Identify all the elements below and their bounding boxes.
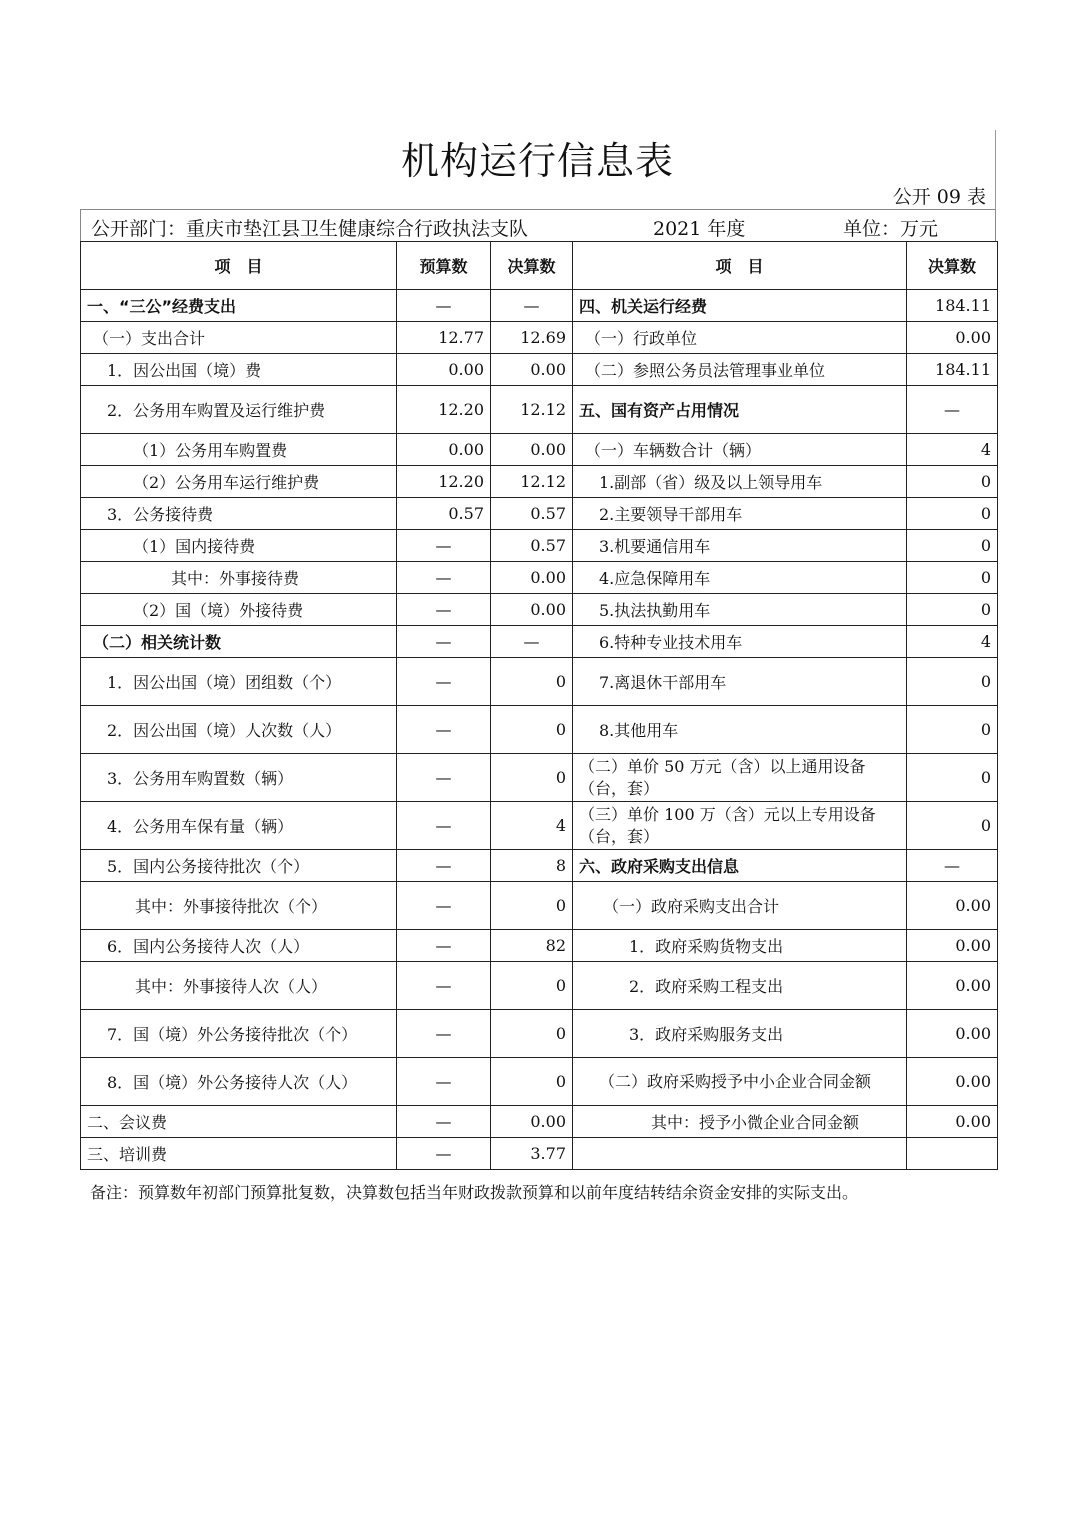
- final-right-cell: 0.00: [907, 1010, 998, 1058]
- item-right-cell: （二）政府采购授予中小企业合同金额: [573, 1058, 907, 1106]
- final-right-cell: 184.11: [907, 290, 998, 322]
- operation-info-table: [80, 241, 998, 1170]
- fiscal-year-label: 2021 年度: [653, 218, 746, 240]
- item-right-cell: 1．政府采购货物支出: [573, 930, 907, 962]
- final-right-cell: 0.00: [907, 1058, 998, 1106]
- budget-cell: —: [397, 530, 491, 562]
- item-right-cell: （二）参照公务员法管理事业单位: [573, 354, 907, 386]
- final-left-cell: 8: [491, 850, 573, 882]
- final-right-cell: —: [907, 386, 998, 434]
- table-row: [81, 626, 998, 658]
- table-header-row: [81, 242, 998, 290]
- col-header-item-right: 项 目: [573, 242, 907, 290]
- item-left-cell: 其中：外事接待费: [81, 562, 397, 594]
- footnote: 备注：预算数年初部门预算批复数，决算数包括当年财政拨款预算和以前年度结转结余资金安排的实际支出。: [90, 1183, 859, 1202]
- item-left-cell: 其中：外事接待人次（人）: [81, 962, 397, 1010]
- table-row: [81, 562, 998, 594]
- final-left-cell: 12.12: [491, 386, 573, 434]
- final-right-cell: 0.00: [907, 882, 998, 930]
- item-right-cell: （二）单价 50 万元（含）以上通用设备（台，套）: [573, 754, 907, 802]
- item-left-cell: （2）公务用车运行维护费: [81, 466, 397, 498]
- budget-cell: —: [397, 290, 491, 322]
- budget-cell: 12.20: [397, 386, 491, 434]
- final-left-cell: 0.00: [491, 594, 573, 626]
- budget-cell: —: [397, 562, 491, 594]
- budget-cell: —: [397, 626, 491, 658]
- table-row: [81, 354, 998, 386]
- item-right-cell: [573, 1138, 907, 1170]
- final-left-cell: 0: [491, 962, 573, 1010]
- item-left-cell: 7．国（境）外公务接待批次（个）: [81, 1010, 397, 1058]
- item-left-cell: 2．公务用车购置及运行维护费: [81, 386, 397, 434]
- final-left-cell: 12.69: [491, 322, 573, 354]
- final-left-cell: 0.57: [491, 498, 573, 530]
- final-left-cell: 0.00: [491, 1106, 573, 1138]
- table-row: [81, 1138, 998, 1170]
- budget-cell: —: [397, 850, 491, 882]
- final-left-cell: 0.00: [491, 354, 573, 386]
- item-left-cell: （2）国（境）外接待费: [81, 594, 397, 626]
- budget-cell: 12.77: [397, 322, 491, 354]
- table-row: [81, 658, 998, 706]
- department-label: 公开部门：重庆市垫江县卫生健康综合行政执法支队: [91, 218, 529, 240]
- col-header-budget: 预算数: [397, 242, 491, 290]
- final-right-cell: 0: [907, 466, 998, 498]
- table-row: [81, 754, 998, 802]
- item-right-cell: 7.离退休干部用车: [573, 658, 907, 706]
- final-left-cell: 0.00: [491, 562, 573, 594]
- final-left-cell: 4: [491, 802, 573, 850]
- budget-cell: —: [397, 962, 491, 1010]
- col-header-final-left: 决算数: [491, 242, 573, 290]
- budget-cell: —: [397, 930, 491, 962]
- final-right-cell: 0: [907, 658, 998, 706]
- final-left-cell: 12.12: [491, 466, 573, 498]
- table-row: [81, 530, 998, 562]
- col-header-item-left: 项 目: [81, 242, 397, 290]
- page-title: 机构运行信息表: [400, 139, 674, 183]
- item-left-cell: 2．因公出国（境）人次数（人）: [81, 706, 397, 754]
- table-row: [81, 962, 998, 1010]
- item-right-cell: 3.机要通信用车: [573, 530, 907, 562]
- item-right-cell: （一）行政单位: [573, 322, 907, 354]
- final-right-cell: 0: [907, 498, 998, 530]
- table-row: [81, 290, 998, 322]
- final-left-cell: —: [491, 290, 573, 322]
- table-row: [81, 466, 998, 498]
- table-row: [81, 882, 998, 930]
- final-left-cell: 0: [491, 706, 573, 754]
- table-row: [81, 434, 998, 466]
- table-row: [81, 802, 998, 850]
- item-left-cell: （二）相关统计数: [81, 626, 397, 658]
- item-left-cell: 3．公务用车购置数（辆）: [81, 754, 397, 802]
- item-left-cell: 其中：外事接待批次（个）: [81, 882, 397, 930]
- final-right-cell: 0.00: [907, 930, 998, 962]
- budget-cell: —: [397, 706, 491, 754]
- item-left-cell: 5．国内公务接待批次（个）: [81, 850, 397, 882]
- item-left-cell: 三、培训费: [81, 1138, 397, 1170]
- item-right-cell: （三）单价 100 万（含）元以上专用设备（台，套）: [573, 802, 907, 850]
- item-right-cell: 四、机关运行经费: [573, 290, 907, 322]
- budget-cell: 12.20: [397, 466, 491, 498]
- final-right-cell: 0: [907, 754, 998, 802]
- item-left-cell: 1．因公出国（境）团组数（个）: [81, 658, 397, 706]
- unit-label: 单位：万元: [843, 218, 939, 240]
- final-right-cell: 4: [907, 434, 998, 466]
- item-left-cell: （1）国内接待费: [81, 530, 397, 562]
- item-left-cell: 4．公务用车保有量（辆）: [81, 802, 397, 850]
- item-left-cell: 一、“三公”经费支出: [81, 290, 397, 322]
- final-right-cell: 0: [907, 530, 998, 562]
- budget-cell: —: [397, 1106, 491, 1138]
- final-right-cell: 0: [907, 706, 998, 754]
- budget-cell: —: [397, 1058, 491, 1106]
- item-left-cell: 6．国内公务接待人次（人）: [81, 930, 397, 962]
- table-row: [81, 1058, 998, 1106]
- final-right-cell: 0.00: [907, 962, 998, 1010]
- table-row: [81, 850, 998, 882]
- item-right-cell: 4.应急保障用车: [573, 562, 907, 594]
- final-left-cell: 3.77: [491, 1138, 573, 1170]
- final-left-cell: 0.00: [491, 434, 573, 466]
- budget-cell: —: [397, 1138, 491, 1170]
- item-right-cell: 8.其他用车: [573, 706, 907, 754]
- budget-cell: —: [397, 1010, 491, 1058]
- table-row: [81, 498, 998, 530]
- table-row: [81, 1010, 998, 1058]
- final-right-cell: [907, 1138, 998, 1170]
- final-right-cell: —: [907, 850, 998, 882]
- budget-cell: —: [397, 802, 491, 850]
- final-left-cell: 82: [491, 930, 573, 962]
- table-header-info: [80, 209, 996, 241]
- final-left-cell: 0: [491, 1058, 573, 1106]
- final-left-cell: 0: [491, 754, 573, 802]
- table-row: [81, 322, 998, 354]
- budget-cell: 0.00: [397, 354, 491, 386]
- table-row: [81, 930, 998, 962]
- table-row: [81, 1106, 998, 1138]
- final-left-cell: —: [491, 626, 573, 658]
- budget-cell: —: [397, 882, 491, 930]
- table-row: [81, 706, 998, 754]
- form-number: 公开 09 表: [892, 186, 986, 208]
- item-left-cell: （1）公务用车购置费: [81, 434, 397, 466]
- item-right-cell: 6.特种专业技术用车: [573, 626, 907, 658]
- final-right-cell: 0.00: [907, 1106, 998, 1138]
- item-right-cell: 3．政府采购服务支出: [573, 1010, 907, 1058]
- item-left-cell: 8．国（境）外公务接待人次（人）: [81, 1058, 397, 1106]
- item-left-cell: 二、会议费: [81, 1106, 397, 1138]
- col-header-final-right: 决算数: [907, 242, 998, 290]
- item-right-cell: 1.副部（省）级及以上领导用车: [573, 466, 907, 498]
- budget-cell: 0.00: [397, 434, 491, 466]
- final-right-cell: 0: [907, 594, 998, 626]
- item-left-cell: 3．公务接待费: [81, 498, 397, 530]
- item-right-cell: 2.主要领导干部用车: [573, 498, 907, 530]
- final-right-cell: 184.11: [907, 354, 998, 386]
- final-right-cell: 0: [907, 802, 998, 850]
- final-left-cell: 0.57: [491, 530, 573, 562]
- item-left-cell: 1．因公出国（境）费: [81, 354, 397, 386]
- final-left-cell: 0: [491, 658, 573, 706]
- budget-cell: —: [397, 754, 491, 802]
- budget-cell: 0.57: [397, 498, 491, 530]
- table-row: [81, 594, 998, 626]
- item-right-cell: 5.执法执勤用车: [573, 594, 907, 626]
- item-right-cell: 五、国有资产占用情况: [573, 386, 907, 434]
- final-right-cell: 0.00: [907, 322, 998, 354]
- final-left-cell: 0: [491, 1010, 573, 1058]
- budget-cell: —: [397, 658, 491, 706]
- table-row: [81, 386, 998, 434]
- item-left-cell: （一）支出合计: [81, 322, 397, 354]
- item-right-cell: 六、政府采购支出信息: [573, 850, 907, 882]
- budget-cell: —: [397, 594, 491, 626]
- final-right-cell: 0: [907, 562, 998, 594]
- item-right-cell: 其中：授予小微企业合同金额: [573, 1106, 907, 1138]
- final-right-cell: 4: [907, 626, 998, 658]
- item-right-cell: （一）政府采购支出合计: [573, 882, 907, 930]
- final-left-cell: 0: [491, 882, 573, 930]
- item-right-cell: 2．政府采购工程支出: [573, 962, 907, 1010]
- item-right-cell: （一）车辆数合计（辆）: [573, 434, 907, 466]
